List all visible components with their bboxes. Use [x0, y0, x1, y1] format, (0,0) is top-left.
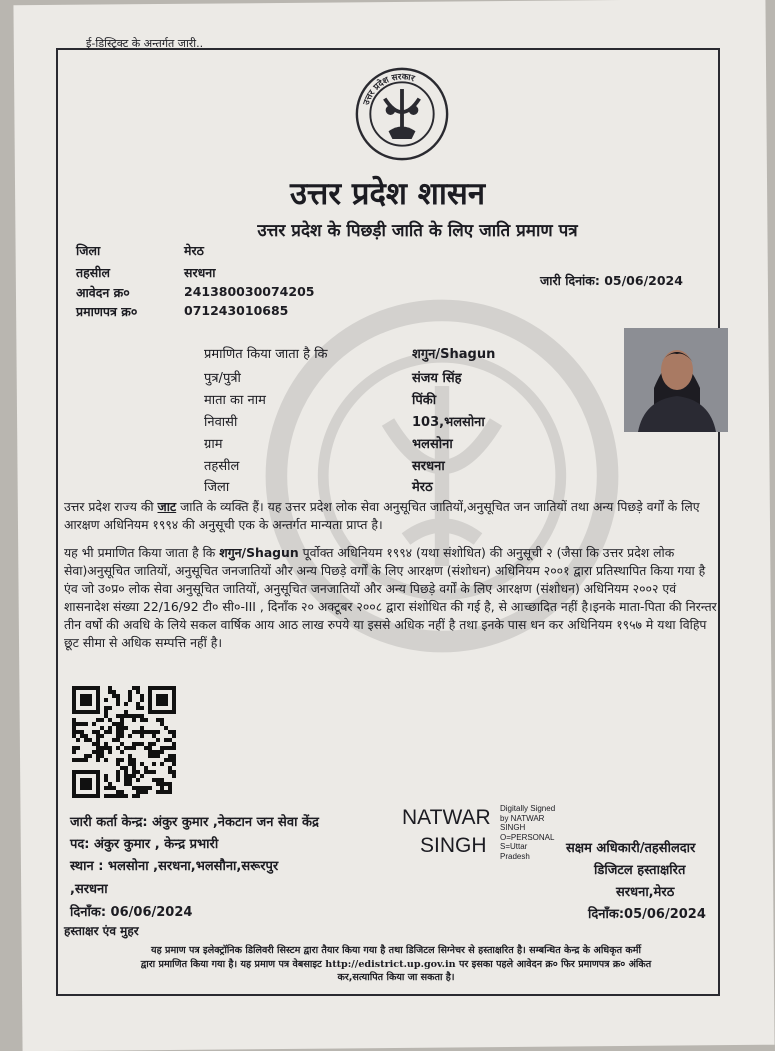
ds-detail: O=PERSONAL: [500, 832, 555, 842]
signature-and-seal: हस्ताक्षर एंव मुहर: [64, 924, 139, 938]
issuing-center: जारी कर्ता केन्द्र: अंकुर कुमार ,नेकटान जन सेवा केंद्र: [70, 815, 319, 830]
meta-label-tehsil: तहसील: [76, 265, 110, 280]
verification-footer: [66, 944, 726, 985]
authority-date: दिनाँक:05/06/2024: [588, 907, 706, 922]
ds-detail: SINGH: [500, 823, 526, 832]
footer-line-2-start: द्वारा प्रमाणित किया गया है। यह प्रमाण पत्र वेबसाइट: [140, 958, 326, 970]
certification-paragraph-start: यह भी प्रमाणित किया जाता है कि: [64, 545, 220, 560]
issued-under-note: ई-डिस्ट्रिक्ट के अन्तर्गत जारी..: [86, 37, 204, 50]
meta-value-application-no: 241380030074205: [184, 284, 315, 299]
digital-signer-last-name: SINGH: [420, 834, 487, 857]
field-value-tehsil: सरधना: [412, 459, 445, 474]
caste-paragraph: [64, 498, 718, 534]
meta-value-district: मेरठ: [184, 243, 204, 258]
caste-name: जाट: [157, 499, 177, 514]
field-label-district: जिला: [204, 480, 230, 495]
field-label-mother: माता का नाम: [204, 393, 266, 408]
field-value-resident: 103,भलसोना: [412, 415, 485, 430]
verification-link[interactable]: http://edistrict.up.gov.in: [325, 958, 456, 970]
field-label-village: ग्राम: [204, 437, 223, 452]
certificate-title: उत्तर प्रदेश के पिछड़ी जाति के लिए जाति प्रमाण पत्र: [257, 221, 578, 241]
footer-line-2-end: पर इसका पहले आवेदन क्र० फिर प्रमाणपत्र क्र० अंकित: [455, 958, 652, 970]
emblem-ring-text: उत्तर प्रदेश सरकार: [361, 72, 416, 107]
field-label-child-of: पुत्र/पुत्री: [204, 371, 241, 386]
authority-place: सरधना,मेरठ: [616, 885, 675, 900]
ds-detail: Pradesh: [500, 851, 530, 861]
caste-paragraph-end: जाति के व्यक्ति हैं। यह उत्तर प्रदेश लोक सेवा अनुसूचित जातियों,अनुसूचित जन जातियों तथा अन्य पिछड़े वर्गों के लिए आरक्षण अधिनियम १९९४ की अनुसूची एक के अन्तर्गत मान्यता प्राप्त है।: [64, 499, 700, 532]
meta-value-tehsil: सरधना: [184, 265, 216, 280]
field-value-name: शगुन/Shagun: [412, 347, 496, 362]
footer-line-2: [66, 958, 726, 972]
authority-title: सक्षम अधिकारी/तहसीलदार: [566, 841, 696, 856]
certified-person-name: शगुन/Shagun: [219, 545, 299, 560]
ds-detail: by NATWAR: [500, 813, 545, 823]
state-emblem-icon: [354, 66, 450, 162]
certification-paragraph: [64, 544, 718, 652]
field-label-certified: प्रमाणित किया जाता है कि: [204, 347, 328, 362]
field-value-mother: पिंकी: [412, 393, 437, 408]
caste-paragraph-start: उत्तर प्रदेश राज्य की: [64, 499, 158, 514]
issuer-place: स्थान : भलसोना ,सरधना,भलसौना,सरूरपुर: [70, 859, 279, 874]
digital-signer-first-name: NATWAR: [402, 806, 491, 829]
meta-label-certificate-no: प्रमाणपत्र क्र०: [76, 304, 138, 319]
qr-code: [72, 686, 176, 798]
digital-signer-name: [402, 806, 491, 858]
applicant-photo: [624, 328, 728, 432]
issuer-post: पद: अंकुर कुमार , केन्द्र प्रभारी: [70, 837, 219, 852]
meta-label-application-no: आवेदन क्र०: [76, 285, 130, 300]
footer-line-1: यह प्रमाण पत्र इलेक्ट्रॉनिक डिलिवरी सिस्टम द्वारा तैयार किया गया है तथा डिजिटल सिग्नेचर से हस्ताक्षरित है। सम्बन्धित केन्द्र के अधिकृत कर्मी: [151, 945, 641, 956]
field-value-father: संजय सिंह: [412, 371, 462, 386]
government-title: उत्तर प्रदेश शासन: [289, 176, 486, 212]
issuer-date: दिनाँक: 06/06/2024: [70, 905, 193, 920]
issue-date: जारी दिनांक: 05/06/2024: [540, 273, 683, 288]
ds-detail: Digitally Signed: [500, 804, 556, 813]
certification-paragraph-end: पूर्वोक्त अधिनियम १९९४ (यथा संशोधित) की अनुसूची २ (जैसा कि उत्तर प्रदेश लोक सेवा)अनुसूचित जातियों, अनुसूचित जनजातियों और अन्य पिछड़े वर्गों के लिए आरक्षण (संशोधन) अधिनियम २००१ द्वारा प्रतिस्थापित किया गया है एंव जो उ०प्र० लोक सेवा अनुसूचित जातियों, अनुसूचित जनजातियों और अन्य पिछड़े वर्गों के लिए आरक्षण (संशोधन) अधिनियम २००२ एवं शासनादेश संख्या 22/16/92 टी० सी०-III , दिनाँक २० अक्टूबर २००८ द्वारा संशोधित की गई है, से आच्छादित नहीं है।इनके माता-पिता की निरन्तर तीन वर्षो की अवधि के लिये सकल वार्षिक आय आठ लाख रुपये या इससे अधिक नहीं है तथा इनके पास धन कर अधिनियम १९५७ मे यथा विहिप छूट सीमा से अधिक सम्पत्ति नहीं है।: [64, 545, 717, 650]
meta-value-certificate-no: 071243010685: [184, 303, 289, 318]
field-label-tehsil: तहसील: [204, 459, 240, 474]
authority-signed: डिजिटल हस्ताक्षरित: [594, 863, 686, 878]
ds-detail: S=Uttar: [500, 842, 528, 851]
field-value-district: मेरठ: [412, 480, 433, 495]
digital-signature-details: [500, 804, 572, 861]
footer-line-3: कर,सत्यापित किया जा सकता है।: [337, 972, 455, 983]
field-value-village: भलसोना: [412, 437, 453, 452]
meta-label-district: जिला: [76, 243, 101, 258]
issuer-place-cont: ,सरधना: [70, 882, 108, 897]
field-label-resident: निवासी: [204, 415, 238, 430]
